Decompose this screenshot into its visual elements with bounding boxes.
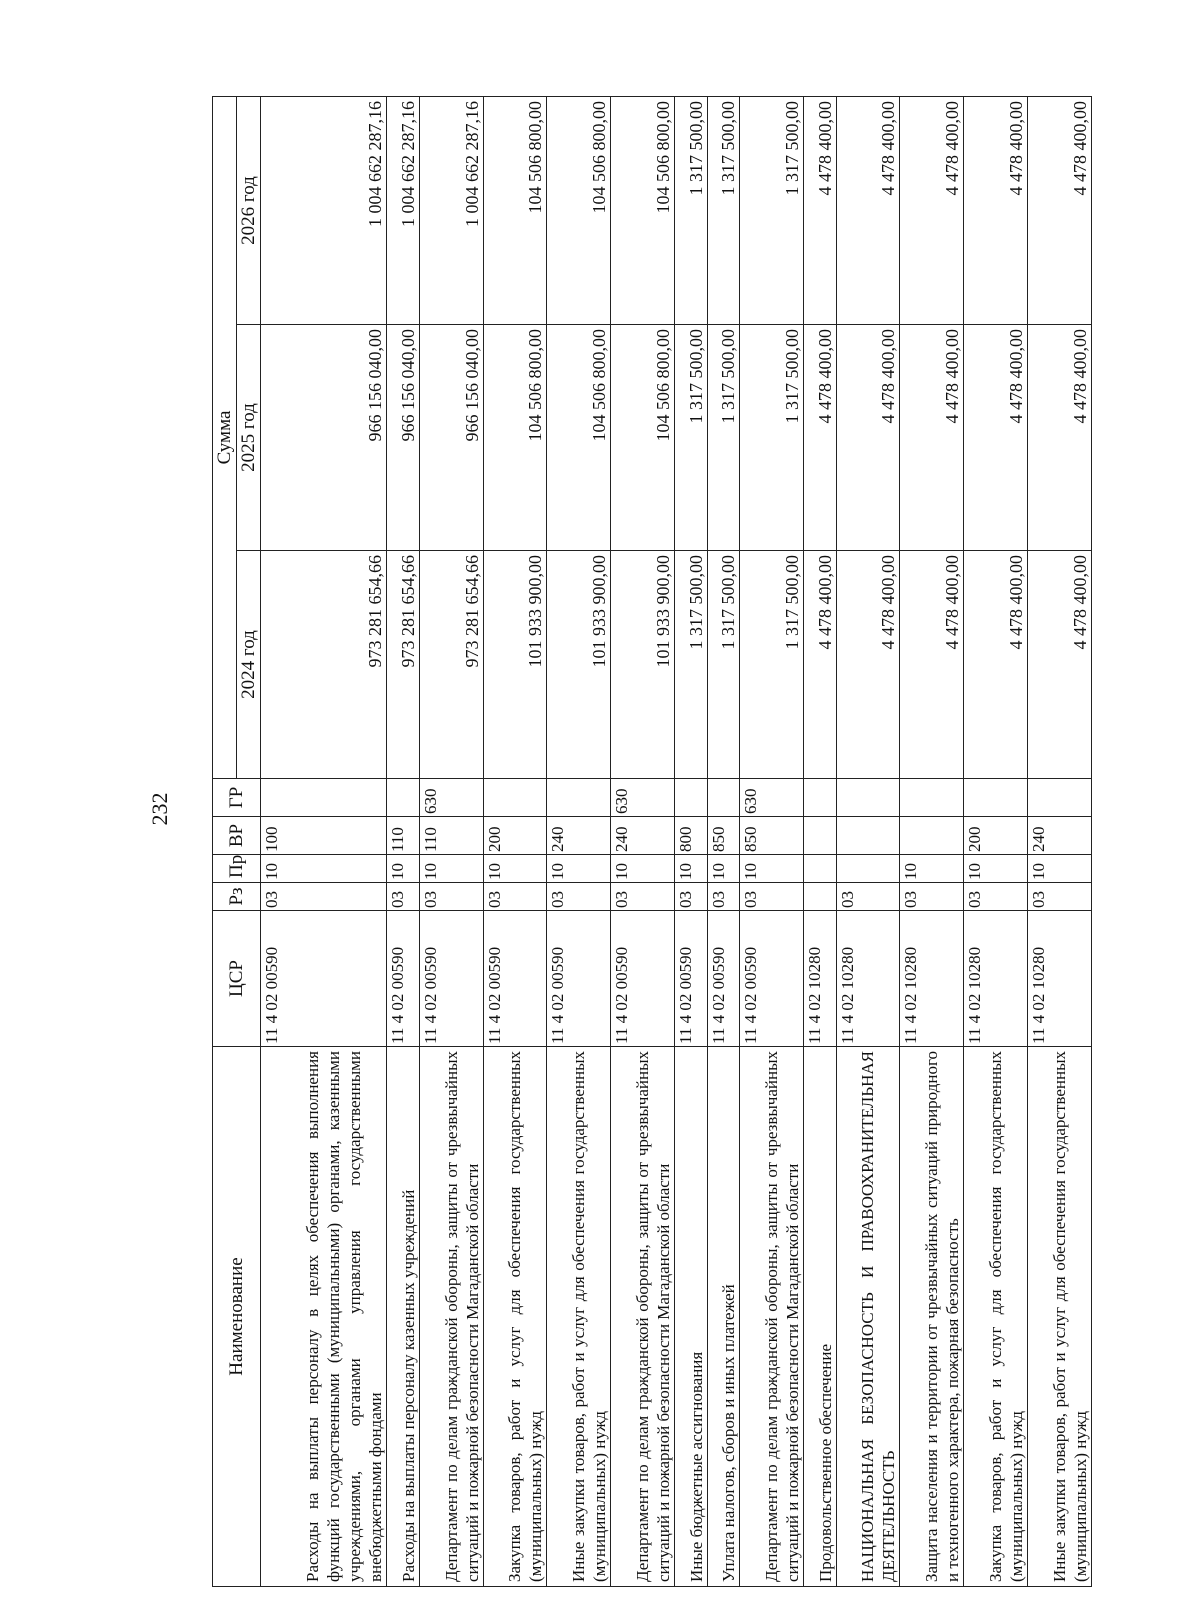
cell-name: НАЦИОНАЛЬНАЯ БЕЗОПАСНОСТЬ И ПРАВООХРАНИТЕЛЬНАЯ ДЕЯТЕЛЬНОСТЬ xyxy=(836,1047,900,1587)
table-row xyxy=(547,97,611,1587)
cell-2024: 4 478 400,00 xyxy=(964,551,1028,779)
cell-pr: 10 xyxy=(261,855,387,883)
cell-vr: 200 xyxy=(483,817,547,855)
header-rz: Рз xyxy=(213,883,261,911)
cell-rz: 03 xyxy=(261,883,387,911)
cell-pr xyxy=(804,855,837,883)
cell-csr: 11 4 02 10280 xyxy=(900,911,964,1047)
cell-2025: 4 478 400,00 xyxy=(836,325,900,551)
cell-csr: 11 4 02 00590 xyxy=(547,911,611,1047)
header-gr: ГР xyxy=(213,779,261,817)
budget-document xyxy=(212,97,1092,1587)
cell-2026: 4 478 400,00 xyxy=(1028,97,1092,325)
cell-2024: 101 933 900,00 xyxy=(483,551,547,779)
cell-name: Расходы на выплаты персоналу в целях обеспечения выполнения функций государственными (муниципальными) органами, казенными учреждениями, органами управления государственными внебюджетными фондами xyxy=(261,1047,387,1587)
cell-csr: 11 4 02 00590 xyxy=(419,911,483,1047)
cell-vr xyxy=(900,817,964,855)
cell-rz: 03 xyxy=(611,883,675,911)
cell-rz: 03 xyxy=(1028,883,1092,911)
cell-name: Уплата налогов, сборов и иных платежей xyxy=(707,1047,740,1587)
cell-pr: 10 xyxy=(740,855,804,883)
cell-2026: 1 004 662 287,16 xyxy=(419,97,483,325)
header-2024: 2024 год xyxy=(237,551,261,779)
cell-2026: 104 506 800,00 xyxy=(611,97,675,325)
cell-vr: 100 xyxy=(261,817,387,855)
cell-rz: 03 xyxy=(419,883,483,911)
table-rotated-wrapper xyxy=(212,97,1092,1587)
cell-2026: 1 317 500,00 xyxy=(674,97,707,325)
cell-2026: 104 506 800,00 xyxy=(547,97,611,325)
cell-rz: 03 xyxy=(964,883,1028,911)
cell-vr: 240 xyxy=(1028,817,1092,855)
cell-2025: 104 506 800,00 xyxy=(611,325,675,551)
cell-2024: 973 281 654,66 xyxy=(419,551,483,779)
cell-2024: 1 317 500,00 xyxy=(740,551,804,779)
cell-2024: 1 317 500,00 xyxy=(707,551,740,779)
cell-gr: 630 xyxy=(419,779,483,817)
cell-gr xyxy=(1028,779,1092,817)
cell-vr: 240 xyxy=(611,817,675,855)
cell-pr: 10 xyxy=(964,855,1028,883)
cell-2025: 966 156 040,00 xyxy=(387,325,420,551)
cell-rz: 03 xyxy=(483,883,547,911)
cell-pr: 10 xyxy=(547,855,611,883)
cell-rz xyxy=(804,883,837,911)
cell-rz: 03 xyxy=(836,883,900,911)
cell-gr xyxy=(387,779,420,817)
cell-gr xyxy=(483,779,547,817)
table-row xyxy=(707,97,740,1587)
table-row xyxy=(261,97,387,1587)
table-body xyxy=(261,97,1092,1587)
cell-gr: 630 xyxy=(611,779,675,817)
cell-2026: 1 317 500,00 xyxy=(707,97,740,325)
cell-rz: 03 xyxy=(740,883,804,911)
cell-name: Закупка товаров, работ и услуг для обеспечения государственных (муниципальных) нужд xyxy=(964,1047,1028,1587)
cell-vr: 200 xyxy=(964,817,1028,855)
cell-2025: 104 506 800,00 xyxy=(547,325,611,551)
table-row xyxy=(964,97,1028,1587)
cell-pr: 10 xyxy=(387,855,420,883)
cell-csr: 11 4 02 00590 xyxy=(611,911,675,1047)
table-row xyxy=(419,97,483,1587)
cell-pr: 10 xyxy=(611,855,675,883)
cell-2026: 4 478 400,00 xyxy=(836,97,900,325)
cell-vr xyxy=(804,817,837,855)
header-pr: Пр xyxy=(213,855,261,883)
cell-name: Иные бюджетные ассигнования xyxy=(674,1047,707,1587)
cell-vr: 110 xyxy=(419,817,483,855)
cell-vr: 850 xyxy=(707,817,740,855)
cell-gr xyxy=(707,779,740,817)
cell-2026: 4 478 400,00 xyxy=(964,97,1028,325)
cell-vr: 110 xyxy=(387,817,420,855)
cell-gr xyxy=(804,779,837,817)
header-name: Наименование xyxy=(213,1047,261,1587)
cell-name: Закупка товаров, работ и услуг для обеспечения государственных (муниципальных) нужд xyxy=(483,1047,547,1587)
cell-rz: 03 xyxy=(547,883,611,911)
cell-2024: 4 478 400,00 xyxy=(836,551,900,779)
cell-2025: 1 317 500,00 xyxy=(674,325,707,551)
table-row xyxy=(387,97,420,1587)
table-row xyxy=(804,97,837,1587)
cell-2026: 1 317 500,00 xyxy=(740,97,804,325)
cell-2025: 966 156 040,00 xyxy=(419,325,483,551)
cell-pr: 10 xyxy=(900,855,964,883)
cell-csr: 11 4 02 10280 xyxy=(964,911,1028,1047)
cell-csr: 11 4 02 10280 xyxy=(804,911,837,1047)
header-2025: 2025 год xyxy=(237,325,261,551)
header-2026: 2026 год xyxy=(237,97,261,325)
cell-pr: 10 xyxy=(1028,855,1092,883)
cell-name: Продовольственное обеспечение xyxy=(804,1047,837,1587)
cell-csr: 11 4 02 10280 xyxy=(1028,911,1092,1047)
cell-pr: 10 xyxy=(483,855,547,883)
cell-rz: 03 xyxy=(900,883,964,911)
header-vr: ВР xyxy=(213,817,261,855)
cell-2026: 1 004 662 287,16 xyxy=(387,97,420,325)
cell-2025: 104 506 800,00 xyxy=(483,325,547,551)
cell-2024: 4 478 400,00 xyxy=(900,551,964,779)
cell-2025: 4 478 400,00 xyxy=(1028,325,1092,551)
cell-2024: 4 478 400,00 xyxy=(1028,551,1092,779)
cell-rz: 03 xyxy=(707,883,740,911)
cell-name: Иные закупки товаров, работ и услуг для обеспечения государственных (муниципальных) нужд xyxy=(1028,1047,1092,1587)
header-sum: Сумма xyxy=(213,97,237,779)
cell-gr xyxy=(674,779,707,817)
cell-csr: 11 4 02 10280 xyxy=(836,911,900,1047)
cell-csr: 11 4 02 00590 xyxy=(674,911,707,1047)
cell-name: Департамент по делам гражданской обороны, защиты от чрезвычайных ситуаций и пожарной безопасности Магаданской области xyxy=(740,1047,804,1587)
cell-gr xyxy=(836,779,900,817)
cell-csr: 11 4 02 00590 xyxy=(707,911,740,1047)
cell-csr: 11 4 02 00590 xyxy=(387,911,420,1047)
header-csr: ЦСР xyxy=(213,911,261,1047)
cell-name: Иные закупки товаров, работ и услуг для обеспечения государственных (муниципальных) нужд xyxy=(547,1047,611,1587)
cell-2025: 4 478 400,00 xyxy=(804,325,837,551)
cell-2024: 101 933 900,00 xyxy=(547,551,611,779)
table-row xyxy=(740,97,804,1587)
cell-2026: 4 478 400,00 xyxy=(900,97,964,325)
cell-vr xyxy=(836,817,900,855)
cell-2024: 101 933 900,00 xyxy=(611,551,675,779)
cell-pr: 10 xyxy=(674,855,707,883)
cell-gr: 630 xyxy=(740,779,804,817)
cell-name: Защита населения и территории от чрезвычайных ситуаций природного и техногенного характера, пожарная безопасность xyxy=(900,1047,964,1587)
cell-2024: 4 478 400,00 xyxy=(804,551,837,779)
cell-2025: 1 317 500,00 xyxy=(740,325,804,551)
cell-2026: 4 478 400,00 xyxy=(804,97,837,325)
cell-csr: 11 4 02 00590 xyxy=(483,911,547,1047)
cell-csr: 11 4 02 00590 xyxy=(740,911,804,1047)
cell-name: Департамент по делам гражданской обороны, защиты от чрезвычайных ситуаций и пожарной безопасности Магаданской области xyxy=(419,1047,483,1587)
cell-vr: 850 xyxy=(740,817,804,855)
page-number: 232 xyxy=(147,792,172,826)
table-row xyxy=(836,97,900,1587)
cell-2025: 1 317 500,00 xyxy=(707,325,740,551)
cell-name: Департамент по делам гражданской обороны, защиты от чрезвычайных ситуаций и пожарной безопасности Магаданской области xyxy=(611,1047,675,1587)
cell-2026: 104 506 800,00 xyxy=(483,97,547,325)
table-row xyxy=(611,97,675,1587)
budget-table xyxy=(212,96,1092,1587)
cell-2024: 973 281 654,66 xyxy=(387,551,420,779)
table-row xyxy=(900,97,964,1587)
cell-rz: 03 xyxy=(387,883,420,911)
cell-vr: 800 xyxy=(674,817,707,855)
cell-2026: 1 004 662 287,16 xyxy=(261,97,387,325)
table-row xyxy=(1028,97,1092,1587)
cell-2025: 966 156 040,00 xyxy=(261,325,387,551)
cell-2024: 1 317 500,00 xyxy=(674,551,707,779)
cell-gr xyxy=(964,779,1028,817)
cell-gr xyxy=(547,779,611,817)
cell-2024: 973 281 654,66 xyxy=(261,551,387,779)
cell-vr: 240 xyxy=(547,817,611,855)
table-row xyxy=(674,97,707,1587)
table-row xyxy=(483,97,547,1587)
cell-2025: 4 478 400,00 xyxy=(900,325,964,551)
cell-pr: 10 xyxy=(707,855,740,883)
cell-pr xyxy=(836,855,900,883)
cell-csr: 11 4 02 00590 xyxy=(261,911,387,1047)
cell-2025: 4 478 400,00 xyxy=(964,325,1028,551)
cell-name: Расходы на выплаты персоналу казенных учреждений xyxy=(387,1047,420,1587)
cell-gr xyxy=(900,779,964,817)
cell-rz: 03 xyxy=(674,883,707,911)
cell-pr: 10 xyxy=(419,855,483,883)
cell-gr xyxy=(261,779,387,817)
table-header xyxy=(213,97,261,1587)
